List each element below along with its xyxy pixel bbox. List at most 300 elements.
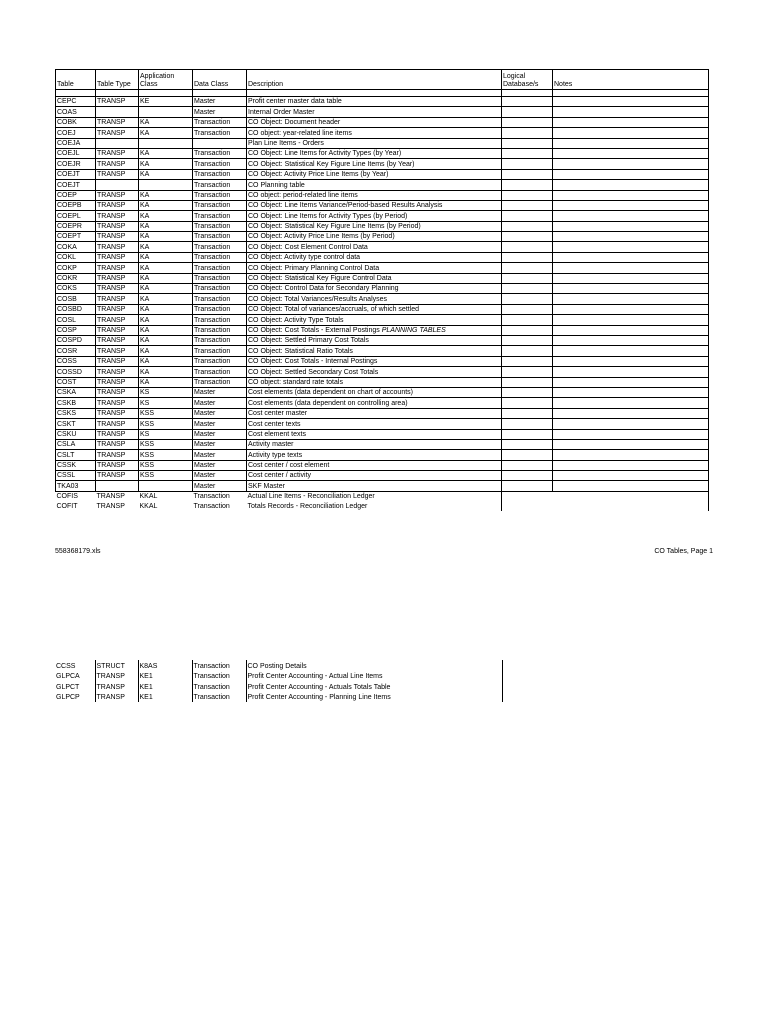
cell-notes	[553, 138, 709, 148]
cell-notes	[553, 460, 709, 470]
cell-notes	[553, 148, 709, 158]
cell-logical-database	[502, 419, 553, 429]
description-text: CO Object: Statistical Key Figure Control Data	[248, 275, 392, 283]
cell-table-type: TRANSP	[96, 117, 139, 127]
description-text: CO Planning table	[248, 181, 305, 189]
cell-logical-database	[502, 387, 553, 397]
description-text: CO Object: Primary Planning Control Data	[248, 264, 380, 272]
cell-data-class: Transaction	[193, 335, 247, 345]
cell-table-type: TRANSP	[96, 211, 139, 221]
table-row	[56, 429, 709, 439]
cell-application-class: KA	[139, 273, 193, 283]
cell-logical-database	[502, 429, 553, 439]
cell-application-class: KSS	[139, 460, 193, 470]
cell-description	[247, 325, 502, 335]
cell-table-type: TRANSP	[96, 284, 139, 294]
description-text: CO object: period-related line items	[248, 191, 358, 199]
cell-description	[247, 252, 502, 262]
table-row	[56, 180, 709, 190]
cell-table-type: TRANSP	[95, 681, 138, 692]
cell-description	[247, 346, 502, 356]
cell-application-class: K8AS	[138, 660, 192, 671]
cell-logical-database	[502, 273, 553, 283]
description-text: Plan Line Items - Orders	[248, 139, 324, 147]
cell-application-class: KA	[139, 346, 193, 356]
table-row	[56, 501, 709, 510]
cell-application-class: KSS	[139, 450, 193, 460]
cell-logical-database	[502, 97, 553, 107]
cell-data-class: Transaction	[193, 180, 247, 190]
cell-description	[247, 471, 502, 481]
cell-logical-database	[502, 346, 553, 356]
cell-application-class: KA	[139, 128, 193, 138]
description-text: CO Object: Statistical Ratio Totals	[248, 347, 353, 355]
cell-logical-database	[502, 481, 553, 491]
cell-table-name: COEJT	[56, 180, 96, 190]
cell-table-name: COEJA	[56, 138, 96, 148]
cell-table-type: TRANSP	[96, 398, 139, 408]
table-row	[56, 284, 709, 294]
cell-notes	[553, 491, 709, 501]
cell-data-class: Transaction	[193, 273, 247, 283]
cell-logical-database	[502, 501, 553, 510]
description-text: CO object: year-related line items	[248, 129, 352, 137]
cell-notes	[553, 325, 709, 335]
cell-table-name: CEPC	[56, 97, 96, 107]
cell-description	[247, 221, 502, 231]
description-text: CO Object: Cost Element Control Data	[248, 243, 368, 251]
cell-description	[247, 263, 502, 273]
cell-table-type: TRANSP	[96, 335, 139, 345]
cell-logical-database	[502, 138, 553, 148]
cell-table-name: COKR	[56, 273, 96, 283]
cell-table-type: TRANSP	[96, 325, 139, 335]
cell-application-class: KE1	[138, 692, 192, 703]
cell-application-class: KA	[139, 377, 193, 387]
cell-logical-database	[502, 460, 553, 470]
cell-table-type: TRANSP	[96, 221, 139, 231]
cell-logical-database	[502, 128, 553, 138]
cell-description	[247, 169, 502, 179]
cell-table-name: CCSS	[56, 662, 76, 670]
table-row	[56, 263, 709, 273]
description-text: CO Object: Control Data for Secondary Planning	[248, 285, 399, 293]
cell-logical-database	[502, 315, 553, 325]
cell-table-name: COEJ	[56, 128, 96, 138]
cell-table-type: TRANSP	[96, 450, 139, 460]
cell-data-class: Transaction	[192, 681, 246, 692]
cell-table-name: COAS	[56, 107, 96, 117]
table-row	[56, 387, 709, 397]
cell-application-class	[139, 481, 193, 491]
cell-table-type: STRUCT	[95, 660, 138, 671]
cell-notes	[553, 398, 709, 408]
table-row	[56, 159, 709, 169]
cell-table-type: TRANSP	[96, 387, 139, 397]
cell-application-class: KSS	[139, 471, 193, 481]
cell-notes	[553, 377, 709, 387]
table-row	[56, 367, 709, 377]
cell-table-name: CSSK	[56, 460, 96, 470]
description-text: CO Object: Activity Price Line Items (by Year)	[248, 171, 389, 179]
cell-data-class: Transaction	[193, 117, 247, 127]
header-data-class: Data Class	[193, 70, 247, 90]
cell-notes	[553, 419, 709, 429]
cell-data-class: Transaction	[193, 252, 247, 262]
table-row	[56, 356, 709, 366]
description-text: Activity master	[248, 441, 294, 449]
cell-data-class: Master	[193, 460, 247, 470]
cell-notes	[553, 315, 709, 325]
cell-notes	[553, 273, 709, 283]
footer-filename: 558368179.xls	[55, 548, 101, 555]
cell-table-type: TRANSP	[96, 273, 139, 283]
cell-logical-database	[502, 335, 553, 345]
cell-description	[247, 377, 502, 387]
cell-data-class: Transaction	[193, 325, 247, 335]
cell-data-class: Transaction	[192, 671, 246, 682]
cell-notes	[553, 367, 709, 377]
cell-application-class: KE1	[138, 681, 192, 692]
cell-table-name: GLPCT	[56, 683, 80, 691]
cell-table-type: TRANSP	[96, 315, 139, 325]
cell-description	[247, 180, 502, 190]
table-row	[56, 346, 709, 356]
description-text: Cost elements (data dependent on controlling area)	[248, 399, 408, 407]
cell-data-class: Transaction	[193, 159, 247, 169]
cell-data-class: Transaction	[192, 660, 246, 671]
cell-notes	[553, 97, 709, 107]
cell-table-type: TRANSP	[96, 502, 125, 510]
description-text: Cost element texts	[248, 430, 306, 438]
cell-data-class: Transaction	[192, 692, 246, 703]
cell-table-type: TRANSP	[95, 692, 138, 703]
cell-logical-database	[502, 200, 553, 210]
cell-description	[247, 200, 502, 210]
description-text: Cost elements (data dependent on chart of accounts)	[248, 389, 413, 397]
cell-description	[247, 460, 502, 470]
cell-table-name: TKA03	[56, 481, 96, 491]
footer-page-label: CO Tables, Page 1	[654, 548, 713, 555]
table-row	[56, 273, 709, 283]
cell-application-class: KA	[139, 356, 193, 366]
table-row	[56, 491, 709, 501]
cell-table-name: COSSD	[56, 367, 96, 377]
description-text: CO Object: Cost Totals - External Postings	[248, 326, 380, 334]
cell-data-class: Master	[193, 429, 247, 439]
cell-notes	[553, 107, 709, 117]
cell-notes	[553, 450, 709, 460]
cell-table-type	[96, 138, 139, 148]
cell-data-class: Transaction	[193, 211, 247, 221]
cell-table-type: TRANSP	[96, 159, 139, 169]
cell-data-class: Transaction	[193, 232, 247, 242]
profit-center-tables	[55, 660, 503, 702]
cell-notes	[553, 211, 709, 221]
cell-application-class: KE1	[138, 671, 192, 682]
cell-logical-database	[502, 491, 553, 501]
table-row	[55, 692, 502, 703]
cell-table-name: COFIT	[56, 502, 78, 510]
table-row	[56, 107, 709, 117]
description-text: CO Object: Line Items for Activity Types (by Year)	[248, 150, 402, 158]
cell-logical-database	[502, 398, 553, 408]
table-row	[56, 315, 709, 325]
cell-table-type: TRANSP	[95, 671, 138, 682]
cell-logical-database	[502, 221, 553, 231]
cell-description	[247, 159, 502, 169]
cell-logical-database	[502, 408, 553, 418]
cell-data-class: Master	[193, 419, 247, 429]
description-text: Internal Order Master	[248, 108, 315, 116]
cell-description: Profit Center Accounting - Actuals Totals Table	[246, 681, 502, 692]
cell-notes	[553, 159, 709, 169]
cell-application-class: KS	[139, 387, 193, 397]
cell-application-class: KSS	[139, 439, 193, 449]
description-text: CO Object: Document header	[248, 119, 341, 127]
description-text: Cost center / cost element	[248, 462, 330, 470]
cell-description	[247, 273, 502, 283]
cell-data-class: Master	[193, 387, 247, 397]
description-text: CO Object: Cost Totals - Internal Postings	[248, 358, 378, 366]
description-text: Profit center master data table	[248, 98, 342, 106]
cell-table-name: CSLA	[56, 439, 96, 449]
cell-data-class: Transaction	[193, 263, 247, 273]
table-row	[56, 117, 709, 127]
cell-logical-database	[502, 242, 553, 252]
cell-application-class: KA	[139, 335, 193, 345]
header-logical-database: Logical Database/s	[502, 70, 553, 90]
cell-logical-database	[502, 450, 553, 460]
table-row	[56, 169, 709, 179]
cell-table-name: COST	[56, 377, 96, 387]
cell-table-name: COEPL	[56, 211, 96, 221]
cell-data-class: Transaction	[193, 304, 247, 314]
table-row	[56, 471, 709, 481]
cell-application-class: KA	[139, 263, 193, 273]
cell-notes	[553, 169, 709, 179]
cell-table-name: CSSL	[56, 471, 96, 481]
cell-table-name: COEJT	[56, 169, 96, 179]
description-text: CO Object: Activity Price Line Items (by Period)	[248, 233, 395, 241]
cell-notes	[553, 481, 709, 491]
cell-application-class: KS	[139, 429, 193, 439]
cell-data-class: Master	[193, 107, 247, 117]
cell-description	[247, 387, 502, 397]
cell-table-name: COSS	[56, 356, 96, 366]
cell-data-class: Transaction	[193, 294, 247, 304]
table-row	[56, 138, 709, 148]
cell-notes	[553, 232, 709, 242]
cell-description	[247, 294, 502, 304]
cell-logical-database	[502, 107, 553, 117]
cell-application-class: KA	[139, 169, 193, 179]
cell-application-class	[139, 138, 193, 148]
cell-application-class: KA	[139, 242, 193, 252]
cell-application-class	[139, 180, 193, 190]
description-text: Totals Records - Reconciliation Ledger	[247, 502, 368, 510]
cell-notes	[553, 252, 709, 262]
cell-data-class: Transaction	[193, 190, 247, 200]
cell-description	[247, 501, 502, 510]
cell-notes	[553, 356, 709, 366]
description-text: SKF Master	[248, 482, 285, 490]
cell-logical-database	[502, 169, 553, 179]
cell-description	[247, 335, 502, 345]
cell-description	[247, 232, 502, 242]
cell-notes	[553, 304, 709, 314]
cell-application-class: KE	[139, 97, 193, 107]
table-row	[56, 294, 709, 304]
cell-notes	[553, 221, 709, 231]
description-text: Cost center / activity	[248, 472, 312, 480]
description-text: CO Object: Line Items Variance/Period-based Results Analysis	[248, 202, 443, 210]
cell-logical-database	[502, 263, 553, 273]
co-tables-table	[55, 69, 709, 511]
cell-table-name: COBK	[56, 117, 96, 127]
table-row	[55, 681, 502, 692]
cell-table-type: TRANSP	[96, 419, 139, 429]
cell-data-class: Master	[193, 398, 247, 408]
cell-description	[247, 304, 502, 314]
cell-data-class: Master	[193, 450, 247, 460]
cell-notes	[553, 501, 709, 510]
cell-notes	[553, 408, 709, 418]
cell-table-type	[96, 107, 139, 117]
cell-table-type: TRANSP	[96, 200, 139, 210]
cell-logical-database	[502, 304, 553, 314]
cell-application-class: KA	[139, 284, 193, 294]
cell-table-type	[96, 481, 139, 491]
header-application-class: Application Class	[139, 70, 193, 90]
cell-notes	[553, 294, 709, 304]
cell-table-name: COFIS	[56, 493, 78, 501]
table-row	[56, 128, 709, 138]
cell-description	[247, 491, 502, 501]
cell-data-class: Transaction	[193, 315, 247, 325]
header-notes: Notes	[553, 70, 709, 90]
cell-application-class: KA	[139, 200, 193, 210]
cell-table-name: CSKB	[56, 398, 96, 408]
table-row	[56, 398, 709, 408]
cell-table-type: TRANSP	[96, 97, 139, 107]
cell-table-name: COSBD	[56, 304, 96, 314]
cell-table-name: COSP	[56, 325, 96, 335]
description-text: CO Object: Total Variances/Results Analyses	[248, 295, 388, 303]
cell-table-type: TRANSP	[96, 429, 139, 439]
cell-description	[247, 148, 502, 158]
description-text: Cost center texts	[248, 420, 301, 428]
cell-description	[247, 138, 502, 148]
cell-application-class: KA	[139, 232, 193, 242]
cell-table-type: TRANSP	[96, 294, 139, 304]
cell-description	[247, 450, 502, 460]
cell-logical-database	[502, 325, 553, 335]
header-row	[56, 70, 709, 90]
cell-table-type: TRANSP	[96, 460, 139, 470]
table-row	[56, 335, 709, 345]
cell-application-class: KA	[139, 159, 193, 169]
cell-table-name: COEJL	[56, 148, 96, 158]
cell-table-type: TRANSP	[96, 493, 125, 501]
table-row	[56, 419, 709, 429]
cell-table-type: TRANSP	[96, 263, 139, 273]
table-row	[56, 221, 709, 231]
cell-table-name: COKA	[56, 242, 96, 252]
cell-application-class: KA	[139, 148, 193, 158]
cell-description	[247, 429, 502, 439]
cell-application-class: KA	[139, 315, 193, 325]
description-text: CO Object: Settled Primary Cost Totals	[248, 337, 369, 345]
cell-table-name: CSKT	[56, 419, 96, 429]
cell-description	[247, 481, 502, 491]
cell-table-type: TRANSP	[96, 356, 139, 366]
cell-table-name: COSB	[56, 294, 96, 304]
cell-logical-database	[502, 148, 553, 158]
table-row	[56, 304, 709, 314]
cell-description	[247, 107, 502, 117]
cell-logical-database	[502, 211, 553, 221]
description-text: Cost center master	[248, 410, 308, 418]
table-row	[55, 671, 502, 682]
cell-notes	[553, 128, 709, 138]
cell-data-class: Transaction	[193, 346, 247, 356]
table-row	[56, 190, 709, 200]
cell-logical-database	[502, 471, 553, 481]
table-row	[56, 148, 709, 158]
description-text: CO Object: Settled Secondary Cost Totals	[248, 368, 379, 376]
cell-table-name: CSKS	[56, 408, 96, 418]
cell-table-name: COSPD	[56, 335, 96, 345]
table-row	[56, 211, 709, 221]
cell-logical-database	[502, 180, 553, 190]
cell-data-class: Transaction	[193, 356, 247, 366]
cell-table-name: GLPCA	[56, 673, 80, 680]
cell-data-class: Master	[193, 471, 247, 481]
cell-application-class: KA	[139, 367, 193, 377]
table-row	[56, 439, 709, 449]
table-row	[56, 325, 709, 335]
cell-description	[247, 419, 502, 429]
cell-description: Profit Center Accounting - Planning Line Items	[246, 692, 502, 703]
cell-notes	[553, 471, 709, 481]
cell-table-type: TRANSP	[96, 304, 139, 314]
cell-application-class: KKAL	[139, 493, 158, 501]
cell-description	[247, 408, 502, 418]
cell-application-class: KA	[139, 211, 193, 221]
cell-table-type: TRANSP	[96, 346, 139, 356]
cell-table-name: CSKU	[56, 429, 96, 439]
cell-table-name: COEP	[56, 190, 96, 200]
description-text: CO Object: Activity Type Totals	[248, 316, 344, 324]
cell-table-type: TRANSP	[96, 408, 139, 418]
header-description: Description	[247, 70, 502, 90]
cell-description	[247, 439, 502, 449]
table-row	[56, 408, 709, 418]
cell-table-type	[96, 180, 139, 190]
cell-data-class: Transaction	[193, 284, 247, 294]
cell-data-class: Master	[193, 439, 247, 449]
description-text: CO object: standard rate totals	[248, 378, 343, 386]
header-table: Table	[56, 70, 96, 90]
cell-table-type: TRANSP	[96, 232, 139, 242]
cell-logical-database	[502, 367, 553, 377]
cell-application-class: KA	[139, 117, 193, 127]
cell-notes	[553, 429, 709, 439]
cell-description	[247, 211, 502, 221]
description-text: Activity type texts	[248, 451, 303, 459]
table-row	[56, 450, 709, 460]
